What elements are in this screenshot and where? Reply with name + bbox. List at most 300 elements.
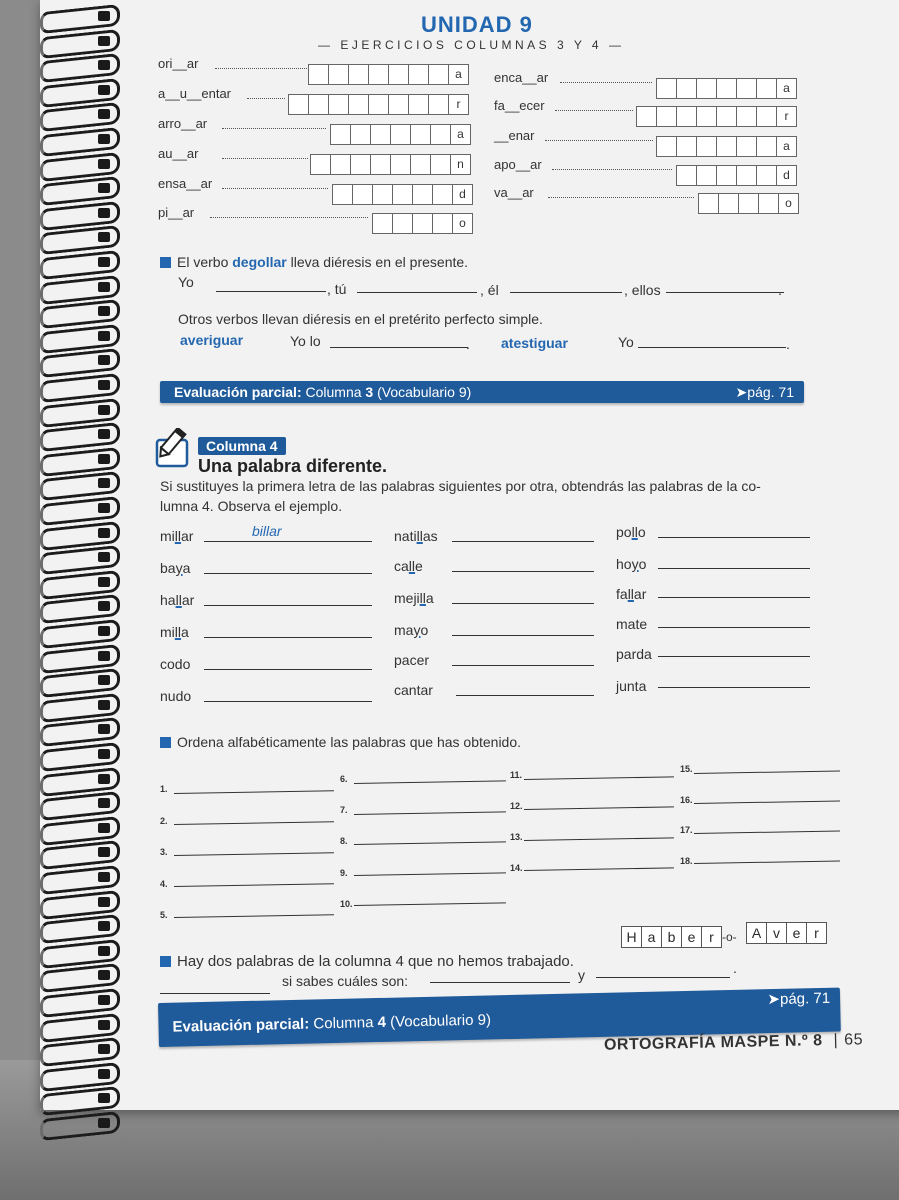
highlighted-letters: ll — [419, 590, 426, 606]
right-row-letter-cell[interactable] — [698, 193, 719, 214]
list-number: 18. — [680, 855, 693, 866]
unit-title: UNIDAD 9 — [421, 12, 533, 37]
word-part: codo — [160, 656, 191, 672]
ring-hole — [98, 946, 110, 956]
eval-column-word: Columna — [305, 384, 362, 400]
list-number: 16. — [680, 794, 693, 805]
left-row-letter-cell[interactable] — [348, 94, 369, 115]
ring-hole — [98, 774, 110, 784]
spiral-ring — [40, 990, 118, 1012]
word-part: ar — [181, 592, 195, 608]
spiral-ring — [40, 80, 118, 102]
word-part: ar — [633, 586, 647, 602]
answer-line-averiguar[interactable] — [330, 347, 468, 348]
source-word — [616, 616, 647, 632]
word-part: ha — [160, 592, 176, 608]
source-word — [394, 652, 429, 668]
spiral-ring — [40, 277, 118, 299]
left-row-letter-cell[interactable] — [310, 154, 331, 175]
left-row-letter-hint: d — [452, 184, 473, 205]
left-row-letter-cell[interactable] — [408, 64, 429, 85]
left-row-dotted-leader — [247, 98, 285, 99]
left-row-letter-cell[interactable] — [390, 124, 411, 145]
word-part: o — [638, 556, 647, 572]
label-tu: , tú — [327, 281, 347, 297]
ring-hole — [98, 528, 110, 538]
right-row-letter-boxes — [656, 78, 796, 99]
ordena-text: Ordena alfabéticamente las palabras que has obtenido. — [177, 734, 522, 750]
intro-text-end: lleva diéresis en el presente. — [286, 254, 469, 270]
left-row-letter-cell[interactable] — [308, 64, 329, 85]
spiral-ring — [40, 31, 118, 53]
word-part: fa — [616, 586, 628, 602]
word-part: nati — [394, 528, 417, 544]
bullet-square-icon — [160, 737, 171, 748]
word-part: ma — [394, 622, 414, 638]
hay-dos-label: Hay dos palabras de la columna 4 que no hemos trabajado. — [177, 953, 574, 970]
answer-line[interactable] — [204, 605, 372, 606]
highlighted-letters: y — [631, 556, 639, 572]
spiral-ring — [40, 154, 118, 176]
otros-verbos-text: Otros verbos llevan diéresis en el pretérito perfecto simple. — [178, 311, 543, 327]
ring-hole — [98, 749, 110, 759]
left-row-letter-cell[interactable] — [432, 213, 453, 234]
word-part: o — [637, 524, 646, 540]
left-row-letter-cell[interactable] — [370, 124, 391, 145]
source-word — [394, 558, 423, 574]
list-number: 10. — [340, 898, 353, 909]
answer-line-atestiguar[interactable] — [638, 347, 786, 348]
source-word — [616, 646, 652, 662]
right-row-letter-cell[interactable] — [736, 136, 757, 157]
left-row-letter-hint: r — [448, 94, 469, 115]
left-row-letter-cell[interactable] — [410, 124, 431, 145]
right-row-letter-cell[interactable] — [696, 165, 717, 186]
spiral-ring — [40, 227, 118, 249]
eval-column-word: Columna — [313, 1014, 374, 1033]
spiral-ring — [40, 719, 118, 741]
left-row-letter-cell[interactable] — [288, 94, 309, 115]
ring-hole — [98, 798, 110, 808]
left-row-letter-cell[interactable] — [368, 64, 389, 85]
eval-label-bold: Evaluación parcial: — [172, 1015, 310, 1036]
list-number: 13. — [510, 831, 523, 842]
evaluation-bar-column-3[interactable] — [160, 381, 804, 403]
left-row-dotted-leader — [210, 217, 368, 218]
right-row-word: fa__ecer — [494, 98, 545, 113]
answer-line-ellos[interactable] — [666, 292, 784, 293]
bullet-square-icon — [160, 956, 171, 967]
left-row-dotted-leader — [222, 188, 328, 189]
left-row-letter-cell[interactable] — [428, 94, 449, 115]
word-box-a-ver — [746, 922, 826, 944]
answer-line[interactable] — [204, 637, 372, 638]
left-row-letter-cell[interactable] — [368, 94, 389, 115]
spiral-ring — [40, 596, 118, 618]
highlighted-letters: y — [175, 560, 183, 576]
left-row-letter-boxes — [308, 64, 468, 85]
spiral-ring — [40, 842, 118, 864]
right-row-letter-cell[interactable] — [676, 78, 697, 99]
source-word — [160, 688, 191, 704]
ring-hole — [98, 651, 110, 661]
left-row-letter-cell[interactable] — [350, 154, 371, 175]
intro-text: El verbo — [177, 254, 233, 270]
source-word — [160, 592, 194, 608]
left-row-letter-cell[interactable] — [430, 124, 451, 145]
book-title: ORTOGRAFÍA MASPE N.º 8 — [603, 1032, 823, 1054]
ring-hole — [98, 626, 110, 636]
degollar-intro — [160, 254, 468, 270]
right-row-word: __enar — [494, 128, 535, 143]
left-row-letter-hint: a — [450, 124, 471, 145]
right-row-letter-cell[interactable] — [676, 136, 697, 157]
left-row-letter-boxes — [288, 94, 468, 115]
page-number: 65 — [844, 1031, 864, 1049]
ring-hole — [98, 675, 110, 685]
left-row-letter-boxes — [330, 124, 470, 145]
right-row-letter-cell[interactable] — [758, 193, 779, 214]
left-row-letter-cell[interactable] — [408, 94, 429, 115]
right-row-letter-boxes — [656, 136, 796, 157]
list-number: 17. — [680, 825, 693, 836]
left-row-letter-cell[interactable] — [430, 154, 451, 175]
ring-hole — [98, 355, 110, 365]
list-number: 14. — [510, 862, 523, 873]
spiral-ring — [40, 1113, 118, 1135]
answer-line[interactable] — [658, 627, 810, 628]
ring-hole — [98, 232, 110, 242]
right-row-letter-hint: a — [776, 78, 797, 99]
right-row-letter-cell[interactable] — [756, 165, 777, 186]
right-row-letter-cell[interactable] — [636, 106, 657, 127]
spiral-ring — [40, 1015, 118, 1037]
answer-line[interactable] — [204, 701, 372, 702]
spiral-ring — [40, 449, 118, 471]
left-row-letter-cell[interactable] — [328, 94, 349, 115]
right-row-letter-cell[interactable] — [756, 106, 777, 127]
word-part: ho — [616, 556, 632, 572]
separator-o: -o- — [722, 930, 737, 944]
answer-line[interactable] — [204, 541, 372, 542]
answer-line-el[interactable] — [510, 292, 622, 293]
answer-line[interactable] — [452, 665, 594, 666]
label-ellos: , ellos — [624, 282, 661, 298]
source-word — [160, 560, 190, 576]
left-row-letter-cell[interactable] — [372, 213, 393, 234]
right-row-letter-cell[interactable] — [736, 78, 757, 99]
spiral-ring — [40, 301, 118, 323]
highlighted-letters: ll — [175, 592, 182, 608]
source-word — [616, 556, 646, 572]
left-row-letter-cell[interactable] — [392, 213, 413, 234]
right-row-letter-cell[interactable] — [736, 106, 757, 127]
left-row-letter-boxes — [332, 184, 472, 205]
spiral-ring — [40, 178, 118, 200]
answer-line-yo[interactable] — [216, 291, 326, 292]
ring-hole — [98, 454, 110, 464]
period-3: . — [786, 336, 790, 352]
word-part: mi — [160, 528, 175, 544]
answer-line[interactable] — [658, 537, 810, 538]
ring-hole — [98, 1118, 110, 1128]
ring-hole — [98, 36, 110, 46]
left-row-letter-cell[interactable] — [330, 154, 351, 175]
word-part: mate — [616, 616, 648, 632]
right-row-letter-cell[interactable] — [756, 78, 777, 99]
ring-hole — [98, 823, 110, 833]
right-row-letter-cell[interactable] — [716, 136, 737, 157]
list-number: 15. — [680, 764, 693, 774]
source-word — [616, 524, 646, 540]
spiral-ring — [40, 744, 118, 766]
ring-hole — [98, 429, 110, 439]
right-row-dotted-leader — [545, 140, 653, 141]
right-row-letter-cell[interactable] — [756, 136, 777, 157]
spiral-ring — [40, 646, 118, 668]
letter-box: b — [661, 926, 682, 948]
answer-line[interactable] — [456, 695, 594, 696]
answer-line-tu[interactable] — [357, 292, 477, 293]
answer-line-hay-2[interactable] — [596, 977, 730, 978]
answer-line[interactable] — [452, 603, 594, 604]
source-word — [394, 528, 438, 544]
left-row-letter-cell[interactable] — [328, 64, 349, 85]
left-row-letter-cell[interactable] — [412, 184, 433, 205]
left-row-letter-hint: o — [452, 213, 473, 234]
word-part: a — [181, 624, 189, 640]
right-row-letter-cell[interactable] — [676, 165, 697, 186]
ring-hole — [98, 921, 110, 931]
left-row-letter-cell[interactable] — [390, 154, 411, 175]
ring-hole — [98, 331, 110, 341]
right-row-dotted-leader — [548, 197, 694, 198]
spiral-ring — [40, 203, 118, 225]
list-number: 7. — [340, 805, 348, 816]
right-row-letter-boxes — [676, 165, 796, 186]
right-row-letter-cell[interactable] — [736, 165, 757, 186]
right-row-letter-cell[interactable] — [716, 78, 737, 99]
period: . — [778, 282, 782, 298]
word-part: a — [182, 560, 191, 576]
ring-hole — [98, 257, 110, 267]
left-row-letter-hint: a — [448, 64, 469, 85]
word-part: ar — [181, 528, 194, 544]
eval-label — [172, 1009, 491, 1038]
left-row-letter-cell[interactable] — [332, 184, 353, 205]
right-row-word: enca__ar — [494, 70, 549, 85]
left-row-letter-boxes — [372, 213, 472, 234]
left-row-letter-cell[interactable] — [412, 213, 433, 234]
right-row-letter-boxes — [698, 193, 798, 214]
list-number: 1. — [160, 784, 168, 794]
eval-page-link[interactable]: ➤pág. 71 — [735, 384, 794, 400]
label-yo: Yo — [178, 274, 194, 290]
spiral-ring — [40, 424, 118, 446]
left-row-letter-cell[interactable] — [388, 64, 409, 85]
word-part: ba — [160, 560, 176, 576]
left-row-word: au__ar — [158, 146, 199, 161]
left-row-letter-cell[interactable] — [432, 184, 453, 205]
ring-hole — [98, 897, 110, 907]
ring-hole — [98, 208, 110, 218]
ring-hole — [98, 503, 110, 513]
verb-degollar: degollar — [232, 254, 287, 270]
right-row-letter-cell[interactable] — [696, 136, 717, 157]
right-row-letter-cell[interactable] — [696, 78, 717, 99]
spiral-ring — [40, 547, 118, 569]
answer-line[interactable] — [452, 571, 594, 572]
answer-line[interactable] — [658, 597, 810, 598]
left-row-letter-cell[interactable] — [428, 64, 449, 85]
spiral-ring — [40, 1088, 118, 1110]
word-part: as — [422, 528, 438, 544]
ring-hole — [98, 380, 110, 390]
ring-hole — [98, 700, 110, 710]
ring-hole — [98, 109, 110, 119]
answer-line[interactable] — [204, 573, 372, 574]
right-row-letter-boxes — [636, 106, 796, 127]
source-word — [394, 682, 433, 698]
right-row-letter-cell[interactable] — [676, 106, 697, 127]
spiral-ring — [40, 523, 118, 545]
spiral-ring — [40, 793, 118, 815]
word-part: nudo — [160, 688, 192, 704]
ring-hole — [98, 85, 110, 95]
ring-hole — [98, 405, 110, 415]
left-row-letter-cell[interactable] — [372, 184, 393, 205]
left-row-dotted-leader — [222, 128, 326, 129]
highlighted-letters: y — [413, 622, 421, 638]
right-row-letter-cell[interactable] — [718, 193, 739, 214]
ring-hole — [98, 970, 110, 980]
right-row-letter-cell[interactable] — [656, 78, 677, 99]
right-row-letter-cell[interactable] — [656, 136, 677, 157]
spiral-ring — [40, 867, 118, 889]
answer-line[interactable] — [658, 656, 810, 657]
right-row-dotted-leader — [560, 82, 652, 83]
eval-label-bold: Evaluación parcial: — [174, 384, 302, 400]
ring-hole — [98, 872, 110, 882]
list-number: 9. — [340, 867, 348, 878]
letter-box: r — [701, 926, 722, 948]
left-row-letter-boxes — [310, 154, 470, 175]
left-row-letter-cell[interactable] — [350, 124, 371, 145]
right-row-letter-cell[interactable] — [696, 106, 717, 127]
spiral-ring — [40, 375, 118, 397]
right-row-letter-hint: o — [778, 193, 799, 214]
list-number: 5. — [160, 910, 168, 920]
highlighted-letters: ll — [408, 558, 416, 574]
left-row-letter-cell[interactable] — [308, 94, 329, 115]
ring-hole — [98, 1044, 110, 1054]
answer-line[interactable] — [452, 541, 594, 542]
letter-box: e — [681, 926, 702, 948]
list-number: 6. — [340, 774, 348, 784]
answer-line[interactable] — [204, 669, 372, 670]
unit-subtitle: — EJERCICIOS COLUMNAS 3 Y 4 — — [318, 38, 625, 52]
left-row-letter-cell[interactable] — [388, 94, 409, 115]
letter-box: a — [641, 926, 662, 948]
word-part: ca — [394, 558, 409, 574]
left-row-letter-cell[interactable] — [330, 124, 351, 145]
left-row-letter-cell[interactable] — [348, 64, 369, 85]
left-row-dotted-leader — [215, 68, 307, 69]
spiral-ring — [40, 695, 118, 717]
letter-box: A — [746, 922, 767, 944]
spiral-ring — [40, 400, 118, 422]
left-row-letter-cell[interactable] — [352, 184, 373, 205]
right-row-letter-hint: a — [776, 136, 797, 157]
spiral-ring — [40, 769, 118, 791]
left-row-word: arro__ar — [158, 116, 208, 131]
footer-separator: | — [833, 1031, 839, 1049]
right-row-letter-cell[interactable] — [716, 165, 737, 186]
period-4: . — [733, 960, 737, 976]
left-row-letter-cell[interactable] — [392, 184, 413, 205]
answer-line-hay-0[interactable] — [160, 993, 270, 994]
ring-hole — [98, 1069, 110, 1079]
answer-line[interactable] — [658, 687, 810, 688]
answer-line[interactable] — [452, 635, 594, 636]
verb-atestiguar: atestiguar — [501, 335, 568, 351]
source-word — [616, 678, 646, 694]
eval-page-link[interactable]: ➤pág. 71 — [767, 989, 831, 1009]
word-part: pacer — [394, 652, 430, 668]
letter-box: e — [786, 922, 807, 944]
source-word — [160, 528, 193, 544]
spiral-ring — [40, 916, 118, 938]
ring-hole — [98, 1093, 110, 1103]
list-number: 12. — [510, 800, 523, 811]
word-part: meji — [394, 590, 420, 606]
spiral-ring — [40, 55, 118, 77]
verb-averiguar: averiguar — [180, 332, 244, 348]
right-row-letter-cell[interactable] — [656, 106, 677, 127]
spiral-ring — [40, 473, 118, 495]
spiral-ring — [40, 572, 118, 594]
eval-column-number: 3 — [365, 384, 374, 400]
left-row-word: a__u__entar — [158, 86, 232, 101]
word-box-haber — [621, 926, 721, 948]
right-row-letter-cell[interactable] — [716, 106, 737, 127]
list-number: 2. — [160, 815, 168, 826]
ring-hole — [98, 11, 110, 21]
label-yo-2: Yo — [618, 334, 634, 350]
highlighted-letters: ll — [174, 624, 182, 640]
left-row-letter-cell[interactable] — [370, 154, 391, 175]
right-row-letter-hint: d — [776, 165, 797, 186]
spiral-ring — [40, 129, 118, 151]
word-part: junta — [616, 678, 647, 694]
highlighted-letters: ll — [416, 528, 423, 544]
hay-dos-text — [160, 953, 574, 970]
highlighted-letters: ll — [174, 528, 182, 544]
right-row-letter-cell[interactable] — [738, 193, 759, 214]
answer-line[interactable] — [658, 568, 810, 569]
instructions-line-2: lumna 4. Observa el ejemplo. — [160, 498, 343, 514]
answer-line-hay-1[interactable] — [430, 982, 570, 983]
left-row-letter-cell[interactable] — [410, 154, 431, 175]
spiral-ring — [40, 941, 118, 963]
source-word — [160, 656, 190, 672]
section-heading: Una palabra diferente. — [198, 456, 388, 476]
word-part: cantar — [394, 682, 433, 698]
source-word — [394, 590, 434, 606]
list-number: 11. — [510, 770, 523, 780]
label-el: , él — [480, 282, 499, 298]
word-part: mi — [160, 624, 175, 640]
